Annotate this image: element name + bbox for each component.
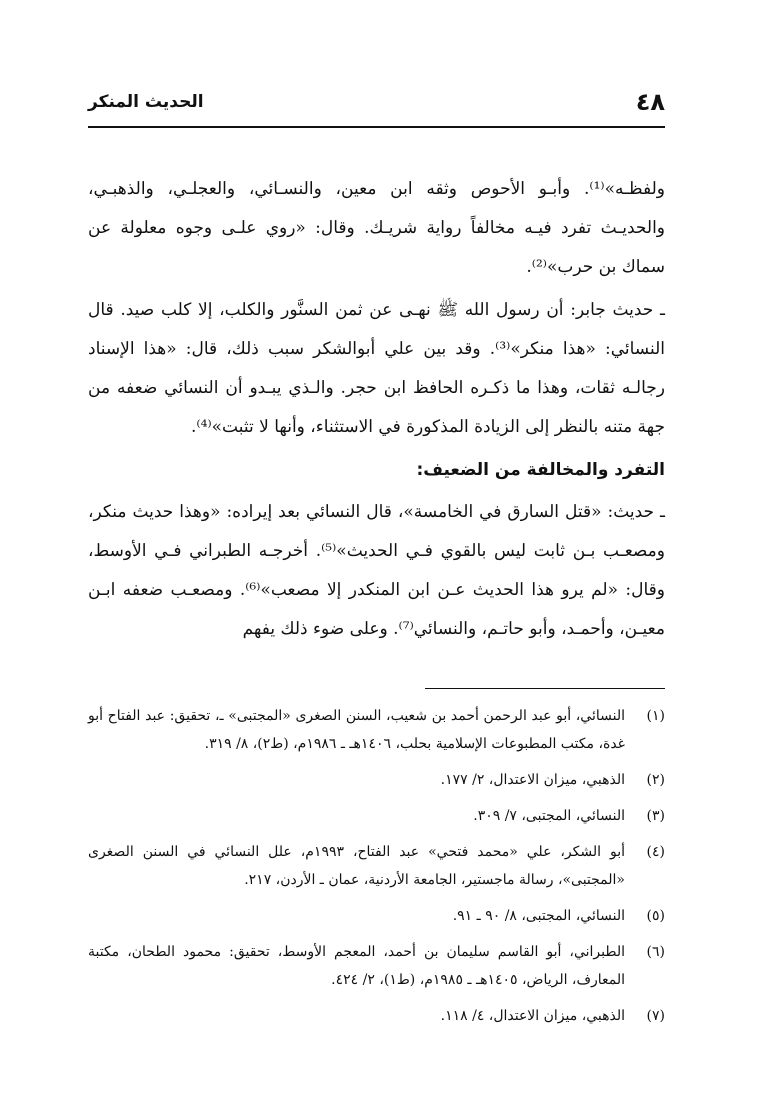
footnote-number: (٥) (646, 908, 665, 924)
paragraph-1: ولفظـه»⁽¹⁾. وأبـو الأحوص وثقه ابن معين، والنسـائي، والعجلـي، والذهبـي، والحديـث تفرد فيـه مخالفاً رواية شريـك. وقال: «روي علـى وجوه معلولة عن سماك بن حرب»⁽²⁾. (88, 179, 665, 277)
footnote (88, 938, 665, 994)
footnote-text: النسائي، المجتبى، ٧/ ٣٠٩. (473, 808, 625, 824)
footnote-text: الطبراني، أبو القاسم سليمان بن أحمد، المعجم الأوسط، تحقيق: محمود الطحان، مكتبة المعارف، الرياض، ١٤٠٥هـ ـ ١٩٨٥م، (ط١)، ٢/ ٤٢٤. (88, 944, 625, 988)
footnote-text: الذهبي، ميزان الاعتدال، ٢/ ١٧٧. (440, 772, 625, 788)
footnote-number: (٣) (646, 808, 665, 824)
footnote (88, 902, 665, 930)
footnote (88, 1002, 665, 1030)
footnote-number: (٧) (646, 1008, 665, 1024)
paragraph-2: ـ حديث جابر: أن رسول الله ﷺ نهـى عن ثمن السنَّور والكلب، إلا كلب صيد. قال النسائي: «هذا منكر»⁽³⁾. وقد بين علي أبوالشكر سبب ذلك، قال: «هذا الإسناد رجالـه ثقات، وهذا ما ذكـره الحافظ ابن حجر. والـذي يبـدو أن النسائي ضعفه من جهة متنه بالنظر إلى الزيادة المذكورة في الاستثناء، وأنها لا تثبت»⁽⁴⁾. (88, 300, 665, 437)
paragraph-3: ـ حديث: «قتل السارق في الخامسة»، قال النسائي بعد إيراده: «وهذا حديث منكر، ومصعـب بـن ثابت ليس بالقوي فـي الحديث»⁽⁵⁾. أخرجـه الطبراني فـي الأوسط، وقال: «لم يرو هذا الحديث عـن ابن المنكدر إلا مصعب»⁽⁶⁾. ومصعـب ضعفه ابـن معيـن، وأحمـد، وأبو حاتـم، والنسائي⁽⁷⁾. وعلى ضوء ذلك يفهم (88, 502, 666, 639)
footnote (88, 838, 665, 894)
running-title: الحديث المنكر (88, 92, 204, 112)
footnote-text: النسائي، المجتبى، ٨/ ٩٠ ـ ٩١. (452, 908, 625, 924)
page-header (88, 86, 665, 128)
footnote-text: أبو الشكر، علي «محمد فتحي» عبد الفتاح، ١٩٩٣م، علل النسائي في السنن الصغرى «المجتبى»، رسالة ماجستير، الجامعة الأردنية، عمان ـ الأردن، ٢١٧. (88, 844, 625, 888)
footnote-separator (425, 688, 665, 689)
main-text (88, 170, 665, 653)
footnote-text: النسائي، أبو عبد الرحمن أحمد بن شعيب، السنن الصغرى «المجتبى» ـ، تحقيق: عبد الفتاح أبو غدة، مكتب المطبوعات الإسلامية بحلب، ١٤٠٦هـ ـ ١٩٨٦م، (ط٢)، ٨/ ٣١٩. (88, 708, 625, 752)
footnote-number: (١) (646, 708, 665, 724)
footnote-number: (٤) (646, 844, 665, 860)
footnote-number: (٦) (646, 944, 665, 960)
footnotes (88, 702, 665, 1038)
footnote (88, 702, 665, 758)
page-number: ٤٨ (635, 88, 665, 116)
footnote (88, 766, 665, 794)
footnote (88, 802, 665, 830)
section-heading: التفرد والمخالفة من الضعيف: (416, 460, 665, 480)
footnote-text: الذهبي، ميزان الاعتدال، ٤/ ١١٨. (440, 1008, 625, 1024)
footnote-number: (٢) (646, 772, 665, 788)
